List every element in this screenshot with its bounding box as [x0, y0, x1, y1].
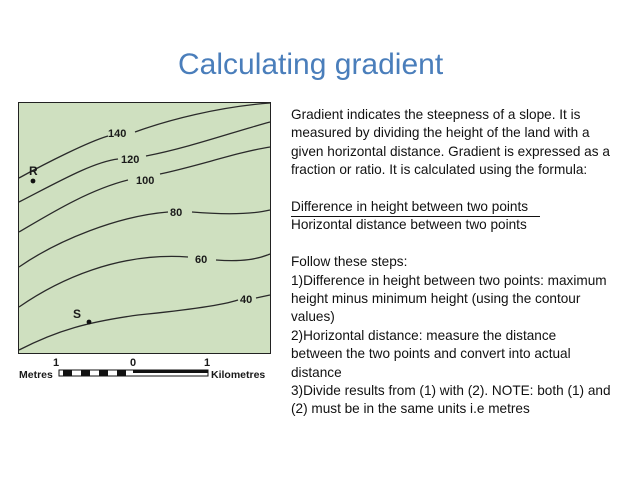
point-s-label: S [73, 307, 82, 321]
scale-unit-kilometres: Kilometres [211, 369, 266, 380]
scale-tick-label-left: 1 [53, 357, 60, 369]
formula-denominator: Horizontal distance between two points [291, 217, 527, 233]
slide-body [291, 106, 611, 419]
scale-unit-metres: Metres [19, 369, 53, 380]
contour-label-40: 40 [240, 294, 253, 306]
steps-heading: Follow these steps: [291, 254, 408, 270]
point-s-marker [87, 320, 92, 325]
intro-paragraph: Gradient indicates the steepness of a slope. It is measured by dividing the height of the land with a given horizontal distance. Gradient is expressed as a fraction or ratio. It is calculated using the formula: [291, 107, 610, 178]
contour-label-60: 60 [195, 254, 208, 266]
step-3: 3)Divide results from (1) with (2). NOTE: both (1) and (2) must be in the same units i.e metres [291, 383, 611, 417]
point-r-marker [31, 179, 36, 184]
map-panel [19, 103, 271, 354]
contour-label-80: 80 [170, 207, 183, 219]
step-2: 2)Horizontal distance: measure the distance between the two points and convert into actual distance [291, 327, 571, 380]
scale-bar [19, 357, 265, 380]
point-r-label: R [29, 164, 38, 178]
formula-numerator-text: Difference in height between two points [291, 198, 528, 216]
contour-label-120: 120 [121, 154, 140, 166]
scale-tick-label-zero: 0 [130, 357, 137, 369]
step-1: 1)Difference in height between two points: maximum height minus minimum height (using the contour values) [291, 272, 607, 325]
contour-label-140: 140 [108, 128, 127, 140]
formula-numerator [291, 198, 611, 216]
slide-title: Calculating gradient [178, 48, 444, 81]
contour-label-100: 100 [136, 175, 155, 187]
contour-map [18, 102, 271, 380]
scale-tick-label-right: 1 [204, 357, 211, 369]
